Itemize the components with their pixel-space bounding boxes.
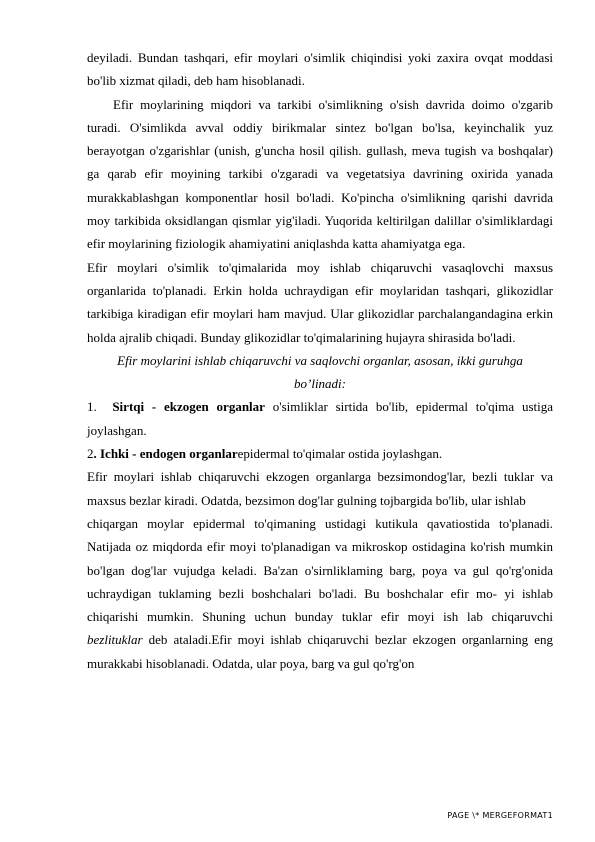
paragraph-1: deyiladi. Bundan tashqari, efir moylari o'simlik chiqindisi yoki zaxira ovqat moddasi bo'lib xizmat qiladi, deb ham hisoblanadi. [87, 50, 553, 89]
paragraph-2: Efir moylarining miqdori va tarkibi o'simlikning o'sish davrida doimo o'zgarib turadi. O'simlikda avval oddiy birikmalar sintez bo'lgan bo'lsa, keyinchalik yuz berayotgan o'zgarishlar (unish, g'uncha hosil qilish. gullash, meva tugish va boshqalar) ga qarab efir moyining tarkibi o'zgaradi va vegetatsiya davrining oxirida yanada murakkablashgan komponentlar hosil bo'ladi. Ko'pincha o'simlikning qarishi davrida moy tarkibida oksidlangan qismlar yig'iladi. Yuqorida keltirilgan dalillar o'simliklardagi efir moylarining fiziologik ahamiyatini aniqlashda katta ahamiyatga ega. [87, 96, 553, 252]
list-number: 1. [87, 399, 97, 415]
list-text: o'simliklar sirtida bo'lib, epidermal to'qima ustiga joylashgan. [87, 399, 554, 438]
paragraph-5: Efir moylari ishlab chiqaruvchi ekzogen organlarga bezsimondog'lar, bezli tuklar va maxsus bezlar kiradi. Odatda, bezsimon dog'lar gulning tojbargida bo'lib, ular ishlab [87, 469, 553, 508]
paragraph-6 [87, 512, 553, 675]
page-footer-field: PAGE \* MERGEFORMAT1 [447, 811, 553, 820]
list-number: 2 [87, 446, 94, 462]
list-term: . Ichki - endogen organlar [93, 446, 238, 462]
list-item-1 [87, 395, 553, 442]
paragraph-3: Efir moylari o'simlik to'qimalarida moy ishlab chiqaruvchi vasaqlovchi maxsus organlarida to'planadi. Erkin holda uchraydigan efir moylaridan tashqari, glikozidlar tarkibiga kiradigan efir moylari ham mavjud. Ular glikozidlar parchalangandagina erkin holda ajralib chiqadi. Bunday glikozidlar to'qimalarining hujayra shirasida bo'ladi. [87, 259, 553, 345]
paragraph-6-text-b: deb ataladi.Efir moyi ishlab chiqaruvchi bezlar ekzogen organlarning eng murakkabi hisoblanadi. Odatda, ular poya, barg va gul qo'rg'on [87, 632, 553, 671]
document-body [87, 46, 553, 675]
list-term: Sirtqi - ekzogen organlar [112, 399, 265, 415]
section-heading: Efir moylarini ishlab chiqaruvchi va saqlovchi organlar, asosan, ikki guruhga bo’linadi: [117, 352, 523, 392]
paragraph-6-text-a: chiqargan moylar epidermal to'qimaning ustidagi kutikula qavatiostida to'planadi. Natijada oz miqdorda efir moyi to'planadigan va mikroskop ostidagina ko'rish mumkin bo'lgan dog'lar vujudga keladi. Ba'zan o'sirnliklaming barg, poya va gul qo'rg'onida uchraydigan tuklaming bezli boshchalari bo'ladi. Bu boshchalar efir mo- yi ishlab chiqarishi mumkin. Shuning uchun bunday tuklar efir moyi ish lab chiqaruvchi [87, 515, 553, 625]
list-text: epidermal to'qimalar ostida joylashgan. [237, 446, 443, 462]
list-item-2 [87, 442, 553, 465]
italic-term: bezlituklar [87, 632, 143, 648]
